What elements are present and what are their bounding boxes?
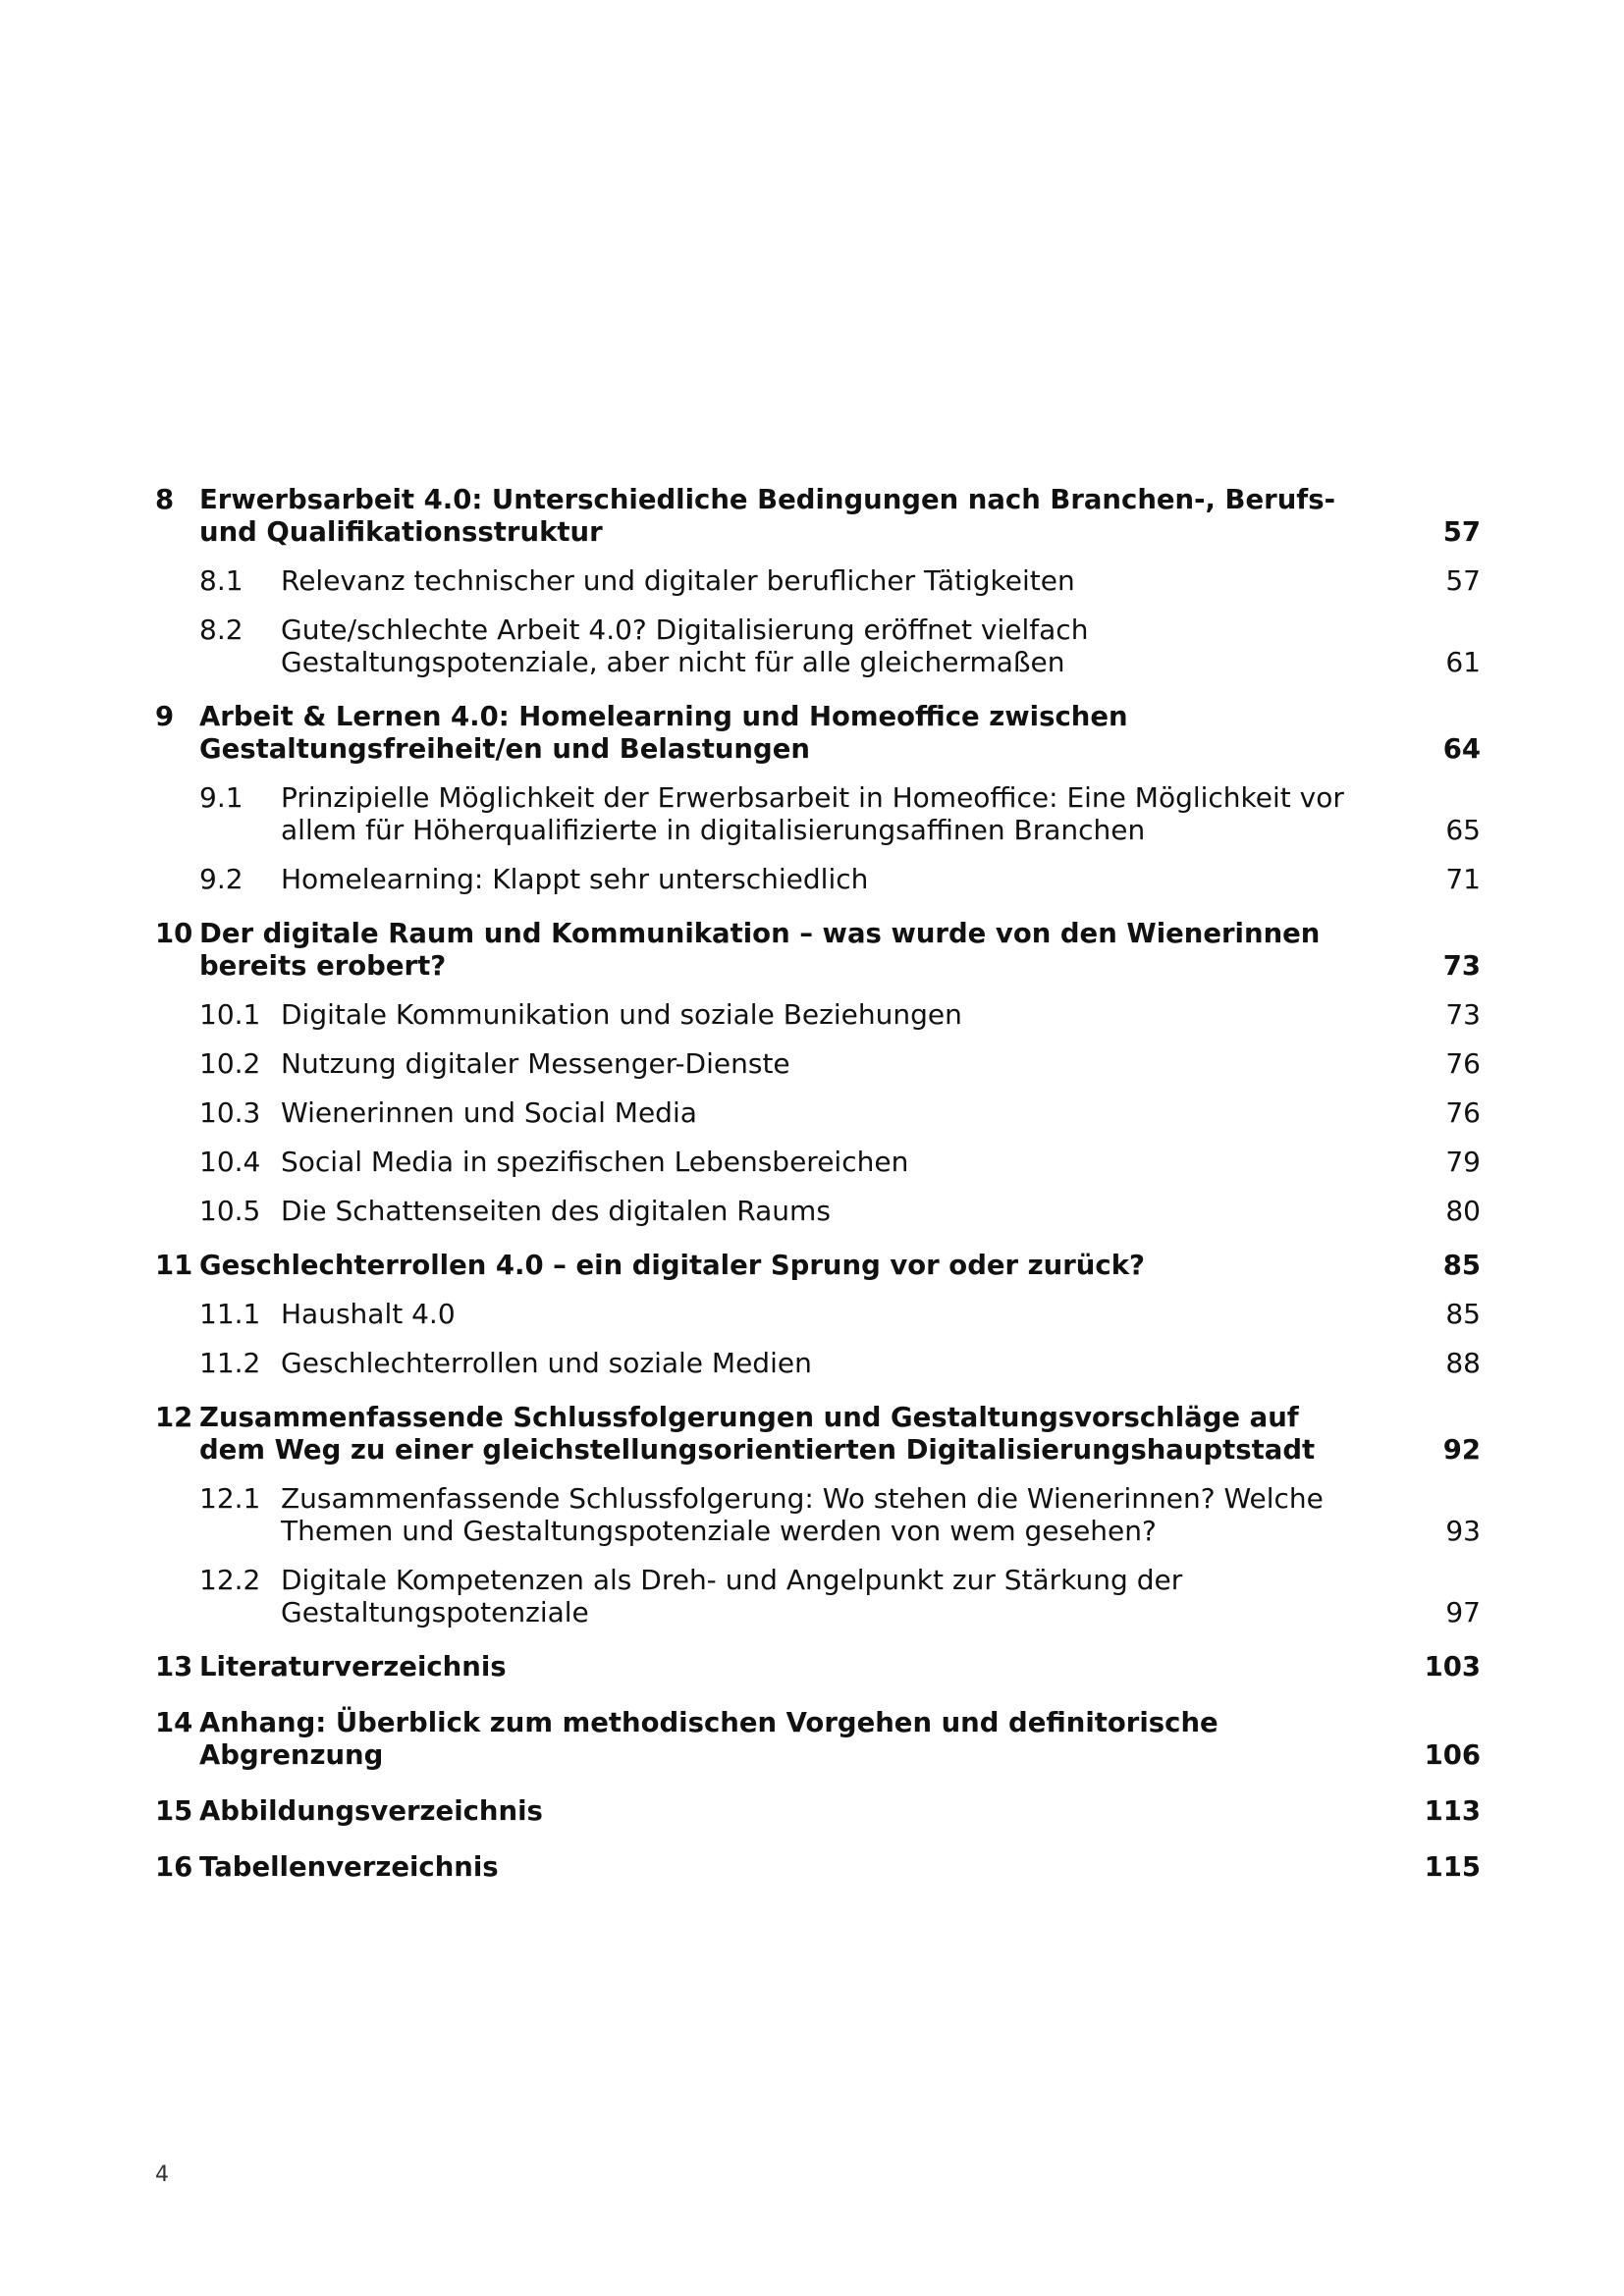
toc-entry-section[interactable] bbox=[155, 564, 1481, 597]
toc-entry-number: 12.2 bbox=[199, 1564, 261, 1596]
toc-entry-page: 73 bbox=[1442, 950, 1481, 982]
toc-entry-page: 71 bbox=[1445, 863, 1481, 895]
toc-entry-title: Geschlechterrollen 4.0 – ein digitaler Sprung vor oder zurück? bbox=[199, 1250, 1145, 1281]
toc-entry-section[interactable] bbox=[155, 1298, 1481, 1330]
table-of-contents bbox=[155, 484, 1481, 1884]
toc-entry-page: 93 bbox=[1445, 1515, 1481, 1547]
toc-entry-number: 15 bbox=[155, 1795, 193, 1827]
toc-entry-number: 13 bbox=[155, 1651, 193, 1682]
toc-entry-page: 73 bbox=[1445, 998, 1481, 1031]
toc-entry-title: Wienerinnen und Social Media bbox=[281, 1096, 697, 1129]
toc-entry-chapter[interactable] bbox=[155, 1707, 1481, 1772]
toc-entry-number: 8 bbox=[155, 484, 175, 515]
toc-entry-title: Haushalt 4.0 bbox=[281, 1298, 456, 1330]
toc-entry-chapter[interactable] bbox=[155, 701, 1481, 766]
toc-entry-page: 79 bbox=[1445, 1146, 1481, 1178]
toc-entry-section[interactable] bbox=[155, 1096, 1481, 1129]
toc-entry-number: 14 bbox=[155, 1707, 193, 1738]
toc-entry-number: 8.2 bbox=[199, 614, 244, 646]
toc-entry-title: Anhang: Überblick zum methodischen Vorgehen und definitorische Abgrenzung bbox=[199, 1707, 1218, 1771]
toc-entry-page: 92 bbox=[1442, 1434, 1481, 1466]
page-number: 4 bbox=[155, 2163, 169, 2187]
toc-entry-title: Digitale Kommunikation und soziale Beziehungen bbox=[281, 998, 962, 1031]
toc-entry-number: 11 bbox=[155, 1250, 193, 1281]
toc-entry-title: Erwerbsarbeit 4.0: Unterschiedliche Bedingungen nach Branchen-, Berufs- und Qualifikationsstruktur bbox=[199, 484, 1336, 548]
toc-entry-number: 16 bbox=[155, 1851, 193, 1883]
toc-entry-page: 85 bbox=[1445, 1298, 1481, 1330]
toc-entry-page: 85 bbox=[1442, 1250, 1481, 1281]
toc-entry-title: Nutzung digitaler Messenger-Dienste bbox=[281, 1047, 790, 1080]
toc-entry-chapter[interactable] bbox=[155, 1651, 1481, 1683]
toc-entry-title: Prinzipielle Möglichkeit der Erwerbsarbeit in Homeoffice: Eine Möglichkeit vor allem für Höherqualifizierte in digitalisierungsaffinen Branchen bbox=[281, 781, 1344, 846]
toc-entry-page: 57 bbox=[1445, 564, 1481, 597]
toc-entry-title: Tabellenverzeichnis bbox=[199, 1851, 499, 1883]
toc-entry-page: 57 bbox=[1442, 516, 1481, 548]
toc-entry-page: 65 bbox=[1445, 814, 1481, 846]
toc-entry-title: Zusammenfassende Schlussfolgerungen und Gestaltungsvorschläge auf dem Weg zu einer gleichstellungsorientierten Digitalisierungshauptstadt bbox=[199, 1402, 1316, 1466]
toc-entry-number: 10.1 bbox=[199, 998, 261, 1031]
toc-entry-number: 12.1 bbox=[199, 1482, 261, 1515]
toc-entry-title: Social Media in spezifischen Lebensbereichen bbox=[281, 1146, 909, 1178]
toc-entry-title: Gute/schlechte Arbeit 4.0? Digitalisierung eröffnet vielfach Gestaltungspotenziale, aber nicht für alle gleichermaßen bbox=[281, 614, 1089, 678]
toc-entry-chapter[interactable] bbox=[155, 918, 1481, 983]
toc-entry-section[interactable] bbox=[155, 1195, 1481, 1227]
toc-entry-section[interactable] bbox=[155, 781, 1481, 846]
toc-entry-page: 88 bbox=[1445, 1347, 1481, 1379]
toc-entry-chapter[interactable] bbox=[155, 1851, 1481, 1884]
toc-entry-page: 115 bbox=[1424, 1851, 1481, 1883]
toc-entry-page: 61 bbox=[1445, 646, 1481, 678]
toc-entry-title: Die Schattenseiten des digitalen Raums bbox=[281, 1195, 831, 1227]
toc-entry-section[interactable] bbox=[155, 614, 1481, 678]
toc-entry-section[interactable] bbox=[155, 863, 1481, 895]
toc-entry-title: Geschlechterrollen und soziale Medien bbox=[281, 1347, 812, 1379]
toc-entry-title: Literaturverzeichnis bbox=[199, 1651, 507, 1682]
toc-entry-number: 9.2 bbox=[199, 863, 244, 895]
toc-entry-page: 80 bbox=[1445, 1195, 1481, 1227]
toc-entry-page: 76 bbox=[1445, 1096, 1481, 1129]
toc-entry-title: Relevanz technischer und digitaler beruflicher Tätigkeiten bbox=[281, 564, 1075, 597]
toc-entry-title: Digitale Kompetenzen als Dreh- und Angelpunkt zur Stärkung der Gestaltungspotenziale bbox=[281, 1564, 1183, 1629]
toc-entry-chapter[interactable] bbox=[155, 1250, 1481, 1282]
toc-entry-title: Der digitale Raum und Kommunikation – was wurde von den Wienerinnen bereits erobert? bbox=[199, 918, 1321, 982]
toc-entry-number: 8.1 bbox=[199, 564, 244, 597]
toc-entry-chapter[interactable] bbox=[155, 1402, 1481, 1467]
toc-entry-title: Zusammenfassende Schlussfolgerung: Wo stehen die Wienerinnen? Welche Themen und Gestaltungspotenziale werden von wem gesehen? bbox=[281, 1482, 1324, 1547]
toc-entry-chapter[interactable] bbox=[155, 1795, 1481, 1828]
toc-entry-number: 11.2 bbox=[199, 1347, 261, 1379]
toc-entry-page: 103 bbox=[1424, 1651, 1481, 1682]
toc-entry-section[interactable] bbox=[155, 1482, 1481, 1547]
toc-entry-number: 10 bbox=[155, 918, 193, 949]
toc-entry-section[interactable] bbox=[155, 1347, 1481, 1379]
toc-entry-title: Abbildungsverzeichnis bbox=[199, 1795, 543, 1827]
toc-entry-number: 12 bbox=[155, 1402, 193, 1433]
toc-entry-number: 11.1 bbox=[199, 1298, 261, 1330]
toc-entry-page: 76 bbox=[1445, 1047, 1481, 1080]
toc-entry-title: Arbeit & Lernen 4.0: Homelearning und Homeoffice zwischen Gestaltungsfreiheit/en und Belastungen bbox=[199, 701, 1128, 765]
toc-entry-number: 9.1 bbox=[199, 781, 244, 814]
toc-entry-page: 97 bbox=[1445, 1596, 1481, 1629]
toc-entry-page: 113 bbox=[1424, 1795, 1481, 1827]
toc-entry-chapter[interactable] bbox=[155, 484, 1481, 549]
toc-entry-number: 10.3 bbox=[199, 1096, 261, 1129]
toc-entry-page: 64 bbox=[1442, 733, 1481, 765]
toc-entry-section[interactable] bbox=[155, 1047, 1481, 1080]
toc-entry-title: Homelearning: Klappt sehr unterschiedlich bbox=[281, 863, 869, 895]
toc-entry-page: 106 bbox=[1424, 1739, 1481, 1771]
toc-entry-number: 10.4 bbox=[199, 1146, 261, 1178]
toc-entry-number: 10.5 bbox=[199, 1195, 261, 1227]
toc-entry-number: 10.2 bbox=[199, 1047, 261, 1080]
toc-entry-section[interactable] bbox=[155, 998, 1481, 1031]
toc-entry-section[interactable] bbox=[155, 1564, 1481, 1629]
toc-entry-number: 9 bbox=[155, 701, 175, 732]
toc-entry-section[interactable] bbox=[155, 1146, 1481, 1178]
